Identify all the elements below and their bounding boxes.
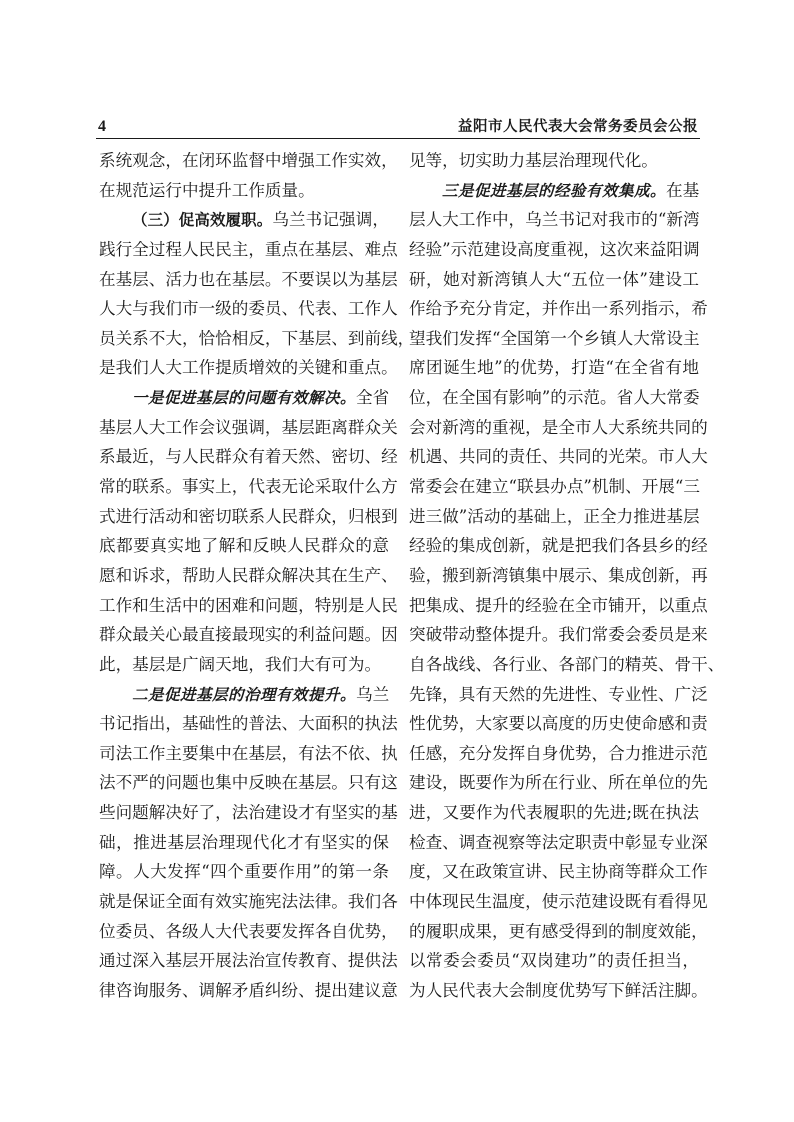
text-line xyxy=(99,294,398,324)
section-lead-heading: 三是促进基层的经验有效集成。 xyxy=(442,181,667,200)
line-text: 底都要真实地了解和反映人民群众的意 xyxy=(99,536,389,556)
text-line xyxy=(99,383,389,413)
line-text: 就是保证全面有效实施宪法法律。我们各 xyxy=(99,892,398,912)
text-line xyxy=(409,739,708,769)
line-text: 在规范运行中提升工作质量。 xyxy=(99,180,315,200)
page-number: 4 xyxy=(98,118,106,135)
text-line xyxy=(99,917,398,947)
line-text: 乌兰书记强调， xyxy=(272,210,389,230)
line-text: 乌兰 xyxy=(356,684,390,704)
line-text: 度，又在政策宣讲、民主协商等群众工作 xyxy=(409,862,708,882)
line-text: 把集成、提升的经验在全市铺开，以重点 xyxy=(409,595,708,615)
text-line xyxy=(409,680,708,710)
line-text: 基层人大工作会议强调，基层距离群众关 xyxy=(99,417,398,437)
text-line xyxy=(409,620,708,650)
line-text: 研，她对新湾镇人大“五位一体”建设工 xyxy=(409,269,699,289)
line-text: 进三做”活动的基础上，正全力推进基层 xyxy=(409,506,700,526)
line-text: 检查、调查视察等法定职责中彰显专业深 xyxy=(409,832,708,852)
line-text: 验，搬到新湾镇集中展示、集成创新，再 xyxy=(409,565,708,585)
line-text: 人大与我们市一级的委员、代表、工作人 xyxy=(99,299,398,319)
text-line xyxy=(409,976,708,1006)
line-text: 层人大工作中，乌兰书记对我市的“新湾 xyxy=(409,210,700,230)
line-text: 为人民代表大会制度优势写下鲜活注脚。 xyxy=(409,980,708,1000)
text-line xyxy=(99,857,389,887)
line-text: 系最近，与人民群众有着天然、密切、经 xyxy=(99,447,398,467)
text-line xyxy=(409,917,708,947)
line-text: 作给予充分肯定，并作出一系列指示，希 xyxy=(409,299,708,319)
line-text: 常委会在建立“联县办点”机制、开展“三 xyxy=(409,477,700,497)
text-line xyxy=(99,353,398,383)
line-text: 此，基层是广阔天地，我们大有可为。 xyxy=(99,654,382,674)
text-line xyxy=(99,442,398,472)
text-line xyxy=(409,265,699,295)
line-text: 通过深入基层开展法治宣传教育、提供法 xyxy=(99,951,398,971)
line-text: 是我们人大工作提质增效的关键和重点。 xyxy=(99,358,398,378)
text-line xyxy=(409,946,699,976)
text-line xyxy=(409,294,708,324)
line-text: 以常委会委员“双岗建功”的责任担当， xyxy=(409,951,699,971)
line-text: 经验”示范建设高度重视，这次来益阳调 xyxy=(409,239,700,259)
line-text: 见等，切实助力基层治理现代化。 xyxy=(409,151,658,170)
text-line xyxy=(409,798,699,828)
page-header-bar xyxy=(98,116,698,140)
text-line xyxy=(409,383,699,413)
section-lead-heading: （三）促高效履职。 xyxy=(132,211,273,230)
line-text: 障。人大发挥“四个重要作用”的第一条 xyxy=(99,862,389,882)
line-text: 中体现民生温度，使示范建设既有看得见 xyxy=(409,892,708,912)
line-text: 突破带动整体提升。我们常委会委员是来 xyxy=(409,625,708,645)
line-text: 工作和生活中的困难和问题，特别是人民 xyxy=(99,595,398,615)
line-text: 经验的集成创新，就是把我们各县乡的经 xyxy=(409,536,708,556)
text-line xyxy=(99,531,389,561)
text-line xyxy=(409,205,699,235)
text-line xyxy=(99,976,398,1006)
line-text: 司法工作主要集中在基层，有法不依、执 xyxy=(99,743,398,763)
line-text: 在基 xyxy=(666,180,700,200)
text-line xyxy=(99,146,398,176)
text-line xyxy=(99,413,398,443)
text-line xyxy=(99,324,415,354)
left-text-column xyxy=(99,146,415,1006)
text-line xyxy=(99,235,398,265)
text-line xyxy=(99,472,398,502)
line-text: 会对新湾的重视，是全市人大系统共同的 xyxy=(409,417,708,437)
text-line xyxy=(99,828,389,858)
line-text: 望我们发挥“全国第一个乡镇人大常设主 xyxy=(409,328,700,348)
text-line xyxy=(99,176,389,206)
text-line xyxy=(99,502,398,532)
text-line xyxy=(409,413,708,443)
text-line xyxy=(409,828,708,858)
text-line xyxy=(409,709,708,739)
line-text: 进，又要作为代表履职的先进;既在执法 xyxy=(409,803,699,823)
text-line xyxy=(409,353,699,383)
text-line xyxy=(409,768,708,798)
line-text: 系统观念，在闭环监督中增强工作实效， xyxy=(99,151,398,170)
text-line xyxy=(409,857,708,887)
line-text: 础，推进基层治理现代化才有坚实的保 xyxy=(99,832,389,852)
text-line xyxy=(99,561,398,591)
section-lead-heading: 一是促进基层的问题有效解决。 xyxy=(132,389,357,408)
text-line xyxy=(99,680,389,710)
line-text: 自各战线、各行业、各部门的精英、骨干、 xyxy=(409,654,725,674)
line-text: 建设，既要作为所在行业、所在单位的先 xyxy=(409,773,708,793)
text-line xyxy=(99,650,389,680)
text-line xyxy=(409,502,699,532)
line-text: 席团诞生地”的优势，打造“在全省有地 xyxy=(409,358,699,378)
line-text: 机遇、共同的责任、共同的光荣。市人大 xyxy=(409,447,708,467)
text-line xyxy=(99,591,398,621)
text-line xyxy=(409,146,699,176)
line-text: 些问题解决好了，法治建设才有坚实的基 xyxy=(99,803,398,823)
line-text: 在基层、活力也在基层。不要误以为基层 xyxy=(99,269,398,289)
right-text-column xyxy=(409,146,725,1006)
line-text: 任感，充分发挥自身优势，合力推进示范 xyxy=(409,743,708,763)
line-text: 员关系不大，恰恰相反，下基层、到前线， xyxy=(99,328,415,348)
line-text: 书记指出，基础性的普法、大面积的执法 xyxy=(99,714,398,734)
line-text: 的履职成果，更有感受得到的制度效能， xyxy=(409,921,708,941)
text-line xyxy=(409,442,708,472)
line-text: 位委员、各级人大代表要发挥各自优势， xyxy=(99,921,398,941)
text-line xyxy=(99,620,398,650)
text-line xyxy=(409,591,708,621)
line-text: 式进行活动和密切联系人民群众，归根到 xyxy=(99,506,398,526)
line-text: 律咨询服务、调解矛盾纠纷、提出建议意 xyxy=(99,980,398,1000)
line-text: 群众最关心最直接最现实的利益问题。因 xyxy=(99,625,398,645)
line-text: 法不严的问题也集中反映在基层。只有这 xyxy=(99,773,398,793)
text-line xyxy=(99,265,398,295)
text-line xyxy=(99,887,398,917)
text-line xyxy=(99,205,389,235)
text-line xyxy=(99,798,398,828)
header-divider xyxy=(96,138,700,139)
text-line xyxy=(99,946,398,976)
journal-title: 益阳市人民代表大会常务委员会公报 xyxy=(458,119,698,135)
text-line xyxy=(409,531,708,561)
line-text: 常的联系。事实上，代表无论采取什么方 xyxy=(99,477,398,497)
line-text: 全省 xyxy=(356,388,390,408)
text-line xyxy=(409,472,699,502)
text-line xyxy=(409,235,699,265)
text-line xyxy=(99,739,398,769)
section-lead-heading: 二是促进基层的治理有效提升。 xyxy=(132,685,357,704)
line-text: 位，在全国有影响”的示范。省人大常委 xyxy=(409,388,700,408)
line-text: 践行全过程人民民主，重点在基层、难点 xyxy=(99,239,398,259)
text-line xyxy=(409,176,699,206)
text-line xyxy=(409,650,725,680)
line-text: 性优势，大家要以高度的历史使命感和责 xyxy=(409,714,708,734)
text-line xyxy=(99,709,398,739)
line-text: 愿和诉求，帮助人民群众解决其在生产、 xyxy=(99,565,398,585)
text-line xyxy=(409,887,708,917)
text-line xyxy=(409,561,708,591)
text-line xyxy=(409,324,699,354)
text-line xyxy=(99,768,398,798)
line-text: 先锋，具有天然的先进性、专业性、广泛 xyxy=(409,684,708,704)
